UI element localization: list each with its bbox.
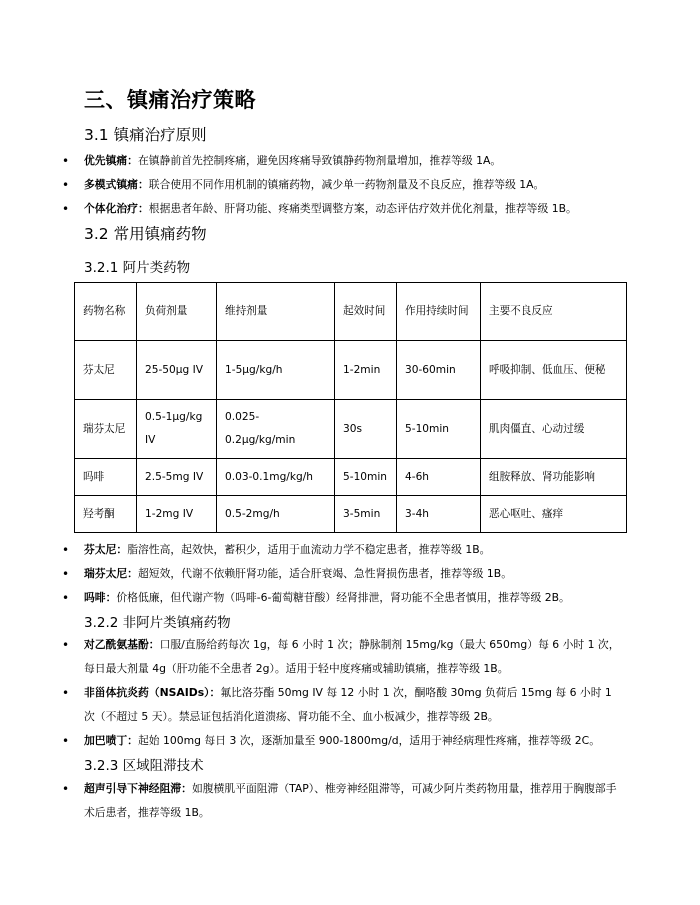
table-cell: 2.5-5mg IV xyxy=(137,459,217,496)
item-text: 在镇静前首先控制疼痛，避免因疼痛导致镇静药物剂量增加，推荐等级 1A。 xyxy=(137,154,502,167)
list-item xyxy=(84,149,624,173)
heading-3-1: 3.1 镇痛治疗原则 xyxy=(84,126,207,144)
item-label: 对乙酰氨基酚： xyxy=(84,638,160,651)
table-cell: 恶心呕吐、瘙痒 xyxy=(481,496,627,533)
list-item xyxy=(84,729,624,753)
header-cell: 维持剂量 xyxy=(217,283,335,341)
table-cell: 0.03-0.1mg/kg/h xyxy=(217,459,335,496)
list-item xyxy=(84,538,624,562)
heading-3-2: 3.2 常用镇痛药物 xyxy=(84,225,207,243)
opioid-notes-list xyxy=(84,538,624,610)
heading-3-2-3: 3.2.3 区域阻滞技术 xyxy=(84,758,204,774)
non-opioid-list xyxy=(84,633,624,753)
item-text: 氟比洛芬酯 50mg IV 每 12 小时 1 次，酮咯酸 30mg 负荷后 15mg 每 6 小时 1 次（不超过 5 天）。禁忌证包括消化道溃疡、肾功能不全、血小板减少，推荐等级 2B。 xyxy=(84,686,612,723)
list-item xyxy=(84,586,624,610)
table-cell: 组胺释放、肾功能影响 xyxy=(481,459,627,496)
table-cell: 0.5-1μg/kg IV xyxy=(137,400,217,459)
table-cell: 25-50μg IV xyxy=(137,341,217,400)
table-cell: 吗啡 xyxy=(75,459,137,496)
item-label: 加巴喷丁： xyxy=(84,734,138,747)
table-cell: 0.025-0.2μg/kg/min xyxy=(217,400,335,459)
header-cell: 药物名称 xyxy=(75,283,137,341)
table-cell: 芬太尼 xyxy=(75,341,137,400)
item-text: 超短效，代谢不依赖肝肾功能，适合肝衰竭、急性肾损伤患者，推荐等级 1B。 xyxy=(137,567,512,580)
regional-block-list xyxy=(84,777,624,825)
list-item xyxy=(84,681,624,729)
list-item xyxy=(84,562,624,586)
item-label: 多模式镇痛： xyxy=(84,178,149,191)
table-header-row xyxy=(75,283,627,341)
item-text: 口服/直肠给药每次 1g，每 6 小时 1 次；静脉制剂 15mg/kg（最大 650mg）每 6 小时 1 次，每日最大剂量 4g（肝功能不全患者 2g）。适用于轻中度疼痛或辅助镇痛，推荐等级 1B。 xyxy=(84,638,620,675)
item-label: 超声引导下神经阻滞： xyxy=(84,782,192,795)
item-label: 芬太尼： xyxy=(84,543,128,556)
table-cell: 羟考酮 xyxy=(75,496,137,533)
item-label: 吗啡： xyxy=(84,591,117,604)
table-cell: 3-5min xyxy=(335,496,397,533)
header-cell: 起效时间 xyxy=(335,283,397,341)
header-cell: 作用持续时间 xyxy=(397,283,481,341)
item-label: 非甾体抗炎药（NSAIDs）： xyxy=(84,686,221,699)
table-row xyxy=(75,400,627,459)
table-cell: 4-6h xyxy=(397,459,481,496)
list-item xyxy=(84,633,624,681)
item-text: 脂溶性高，起效快，蓄积少，适用于血流动力学不稳定患者，推荐等级 1B。 xyxy=(127,543,491,556)
item-label: 优先镇痛： xyxy=(84,154,138,167)
item-text: 联合使用不同作用机制的镇痛药物，减少单一药物剂量及不良反应，推荐等级 1A。 xyxy=(148,178,545,191)
table-cell: 30s xyxy=(335,400,397,459)
heading-3-2-2: 3.2.2 非阿片类镇痛药物 xyxy=(84,615,231,631)
item-text: 起始 100mg 每日 3 次，逐渐加量至 900-1800mg/d，适用于神经病理性疼痛，推荐等级 2C。 xyxy=(137,734,600,747)
principles-list xyxy=(84,149,624,221)
table-cell: 5-10min xyxy=(335,459,397,496)
item-text: 根据患者年龄、肝肾功能、疼痛类型调整方案，动态评估疗效并优化剂量，推荐等级 1B。 xyxy=(148,202,577,215)
table-cell: 肌肉僵直、心动过缓 xyxy=(481,400,627,459)
table-cell: 1-5μg/kg/h xyxy=(217,341,335,400)
opioid-table xyxy=(74,282,627,533)
item-text: 价格低廉，但代谢产物（吗啡-6-葡萄糖苷酸）经肾排泄，肾功能不全患者慎用，推荐等级 2B。 xyxy=(116,591,570,604)
item-label: 个体化治疗： xyxy=(84,202,149,215)
header-cell: 主要不良反应 xyxy=(481,283,627,341)
table-cell: 1-2mg IV xyxy=(137,496,217,533)
table-row xyxy=(75,496,627,533)
table-cell: 瑞芬太尼 xyxy=(75,400,137,459)
list-item xyxy=(84,197,624,221)
item-text: 如腹横肌平面阻滞（TAP）、椎旁神经阻滞等，可减少阿片类药物用量，推荐用于胸腹部手术后患者，推荐等级 1B。 xyxy=(84,782,617,819)
table-cell: 呼吸抑制、低血压、便秘 xyxy=(481,341,627,400)
list-item xyxy=(84,173,624,197)
heading-3-2-1: 3.2.1 阿片类药物 xyxy=(84,260,191,276)
table-cell: 1-2min xyxy=(335,341,397,400)
table-row xyxy=(75,341,627,400)
table-cell: 0.5-2mg/h xyxy=(217,496,335,533)
table-cell: 30-60min xyxy=(397,341,481,400)
table-cell: 3-4h xyxy=(397,496,481,533)
header-cell: 负荷剂量 xyxy=(137,283,217,341)
list-item xyxy=(84,777,624,825)
table-cell: 5-10min xyxy=(397,400,481,459)
item-label: 瑞芬太尼： xyxy=(84,567,138,580)
table-row xyxy=(75,459,627,496)
section-title: 三、镇痛治疗策略 xyxy=(84,88,256,112)
